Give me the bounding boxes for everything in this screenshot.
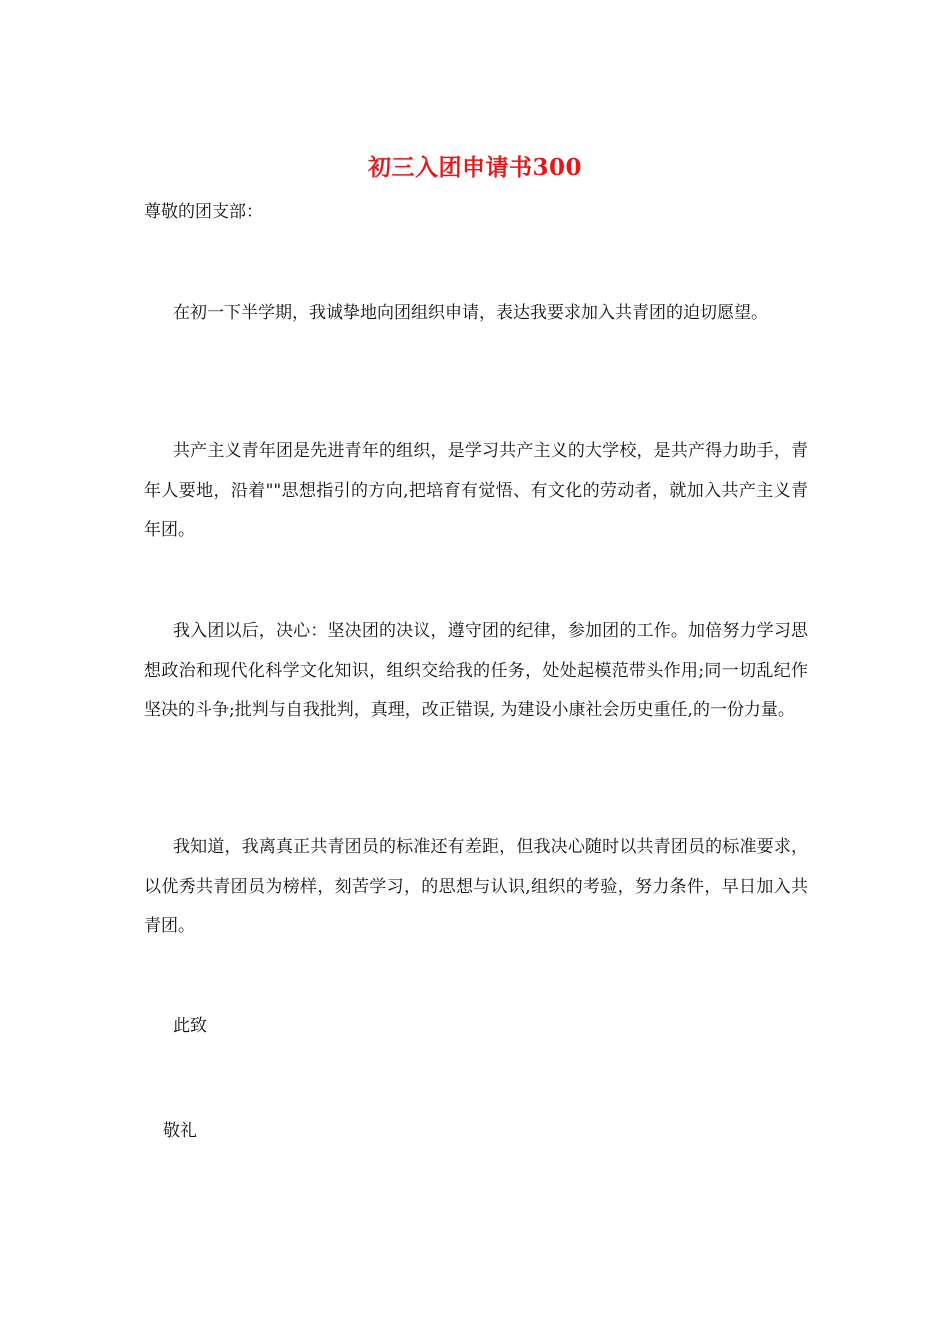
salutation: 尊敬的团支部： xyxy=(144,202,263,222)
document-title: 初三入团申请书300 xyxy=(367,154,582,181)
paragraph-application: 在初一下半学期，我诚挚地向团组织申请，表达我要求加入共青团的迫切愿望。 xyxy=(173,303,768,323)
closing-phrase: 此致 xyxy=(173,1016,207,1036)
paragraph-commitment: 我入团以后，决心：坚决团的决议，遵守团的纪律，参加团的工作。加倍努力学习思想政治和现代化科学文化知识，组织交给我的任务，处处起模范带头作用;同一切乱纪作坚决的斗争;批判与自我批判，真理，改正错误, 为建设小康社会历史重任,的一份力量。 xyxy=(144,621,808,720)
paragraph-league-description: 共产主义青年团是先进青年的组织，是学习共产主义的大学校，是共产得力助手，青年人要地，沿着""思想指引的方向,把培育有觉悟、有文化的劳动者，就加入共产主义青年团。 xyxy=(144,441,808,540)
regards-phrase: 敬礼 xyxy=(163,1121,197,1141)
paragraph-self-assessment: 我知道，我离真正共青团员的标准还有差距，但我决心随时以共青团员的标准要求，以优秀共青团员为榜样，刻苦学习，的思想与认识,组织的考验，努力条件，早日加入共青团。 xyxy=(144,837,808,936)
